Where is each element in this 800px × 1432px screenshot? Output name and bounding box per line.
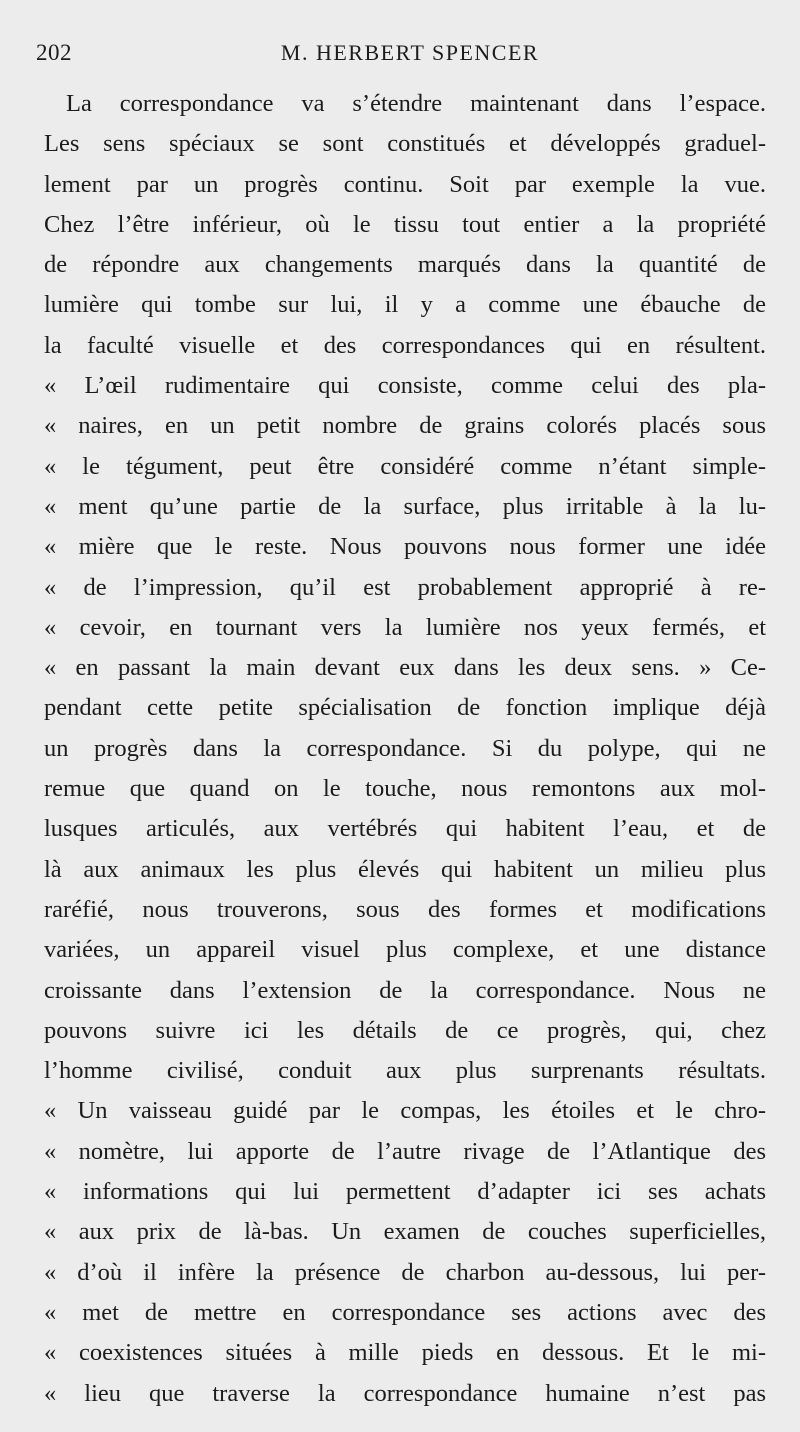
text-line: « mière que le reste. Nous pouvons nous former une idée [44,533,766,561]
text-line: « le tégument, peut être considéré comme n’étant simple- [44,452,766,480]
text-line: pendant cette petite spécialisation de fonction implique déjà [44,694,766,722]
text-line: raréfié, nous trouverons, sous des formes et modifications [44,895,766,923]
text-line: « en passant la main devant eux dans les deux sens. » Ce- [44,654,766,682]
text-line: « Un vaisseau guidé par le compas, les étoiles et le chro- [44,1097,766,1125]
text-line: croissante dans l’extension de la correspondance. Nous ne [44,976,766,1004]
text-line: l’homme civilisé, conduit aux plus surprenants résultats. [44,1057,766,1085]
text-line: lusques articulés, aux vertébrés qui habitent l’eau, et de [44,815,766,843]
body-text [44,84,766,1414]
text-line: lement par un progrès continu. Soit par exemple la vue. [44,170,766,198]
text-line: là aux animaux les plus élevés qui habitent un milieu plus [44,855,766,883]
text-line: un progrès dans la correspondance. Si du polype, qui ne [44,734,766,762]
text-line: « naires, en un petit nombre de grains colorés placés sous [44,412,766,440]
text-line: Les sens spéciaux se sont constitués et développés graduel- [44,130,766,158]
text-line: la faculté visuelle et des correspondances qui en résultent. [44,331,766,359]
text-line: lumière qui tombe sur lui, il y a comme une ébauche de [44,291,766,319]
text-line: « de l’impression, qu’il est probablement approprié à re- [44,573,766,601]
text-line: « ment qu’une partie de la surface, plus irritable à la lu- [44,492,766,520]
text-line: « coexistences situées à mille pieds en dessous. Et le mi- [44,1339,766,1367]
text-line: pouvons suivre ici les détails de ce progrès, qui, chez [44,1016,766,1044]
text-line: « met de mettre en correspondance ses actions avec des [44,1298,766,1326]
text-line: remue que quand on le touche, nous remontons aux mol- [44,775,766,803]
text-line: « nomètre, lui apporte de l’autre rivage de l’Atlantique des [44,1137,766,1165]
text-line: « L’œil rudimentaire qui consiste, comme celui des pla- [44,372,766,400]
text-line: « cevoir, en tournant vers la lumière nos yeux fermés, et [44,613,766,641]
text-line: « informations qui lui permettent d’adapter ici ses achats [44,1178,766,1206]
text-line: « lieu que traverse la correspondance humaine n’est pas [44,1379,766,1407]
text-line: La correspondance va s’étendre maintenant dans l’espace. [66,90,766,117]
text-line: « aux prix de là-bas. Un examen de couches superficielles, [44,1218,766,1246]
text-line: Chez l’être inférieur, où le tissu tout entier a la propriété [44,210,766,238]
running-head: M. HERBERT SPENCER [280,40,540,65]
text-line: variées, un appareil visuel plus complexe, et une distance [44,936,766,964]
page-number: 202 [36,40,72,65]
text-line: « d’où il infère la présence de charbon au-dessous, lui per- [44,1258,766,1286]
text-line: de répondre aux changements marqués dans la quantité de [44,251,766,279]
